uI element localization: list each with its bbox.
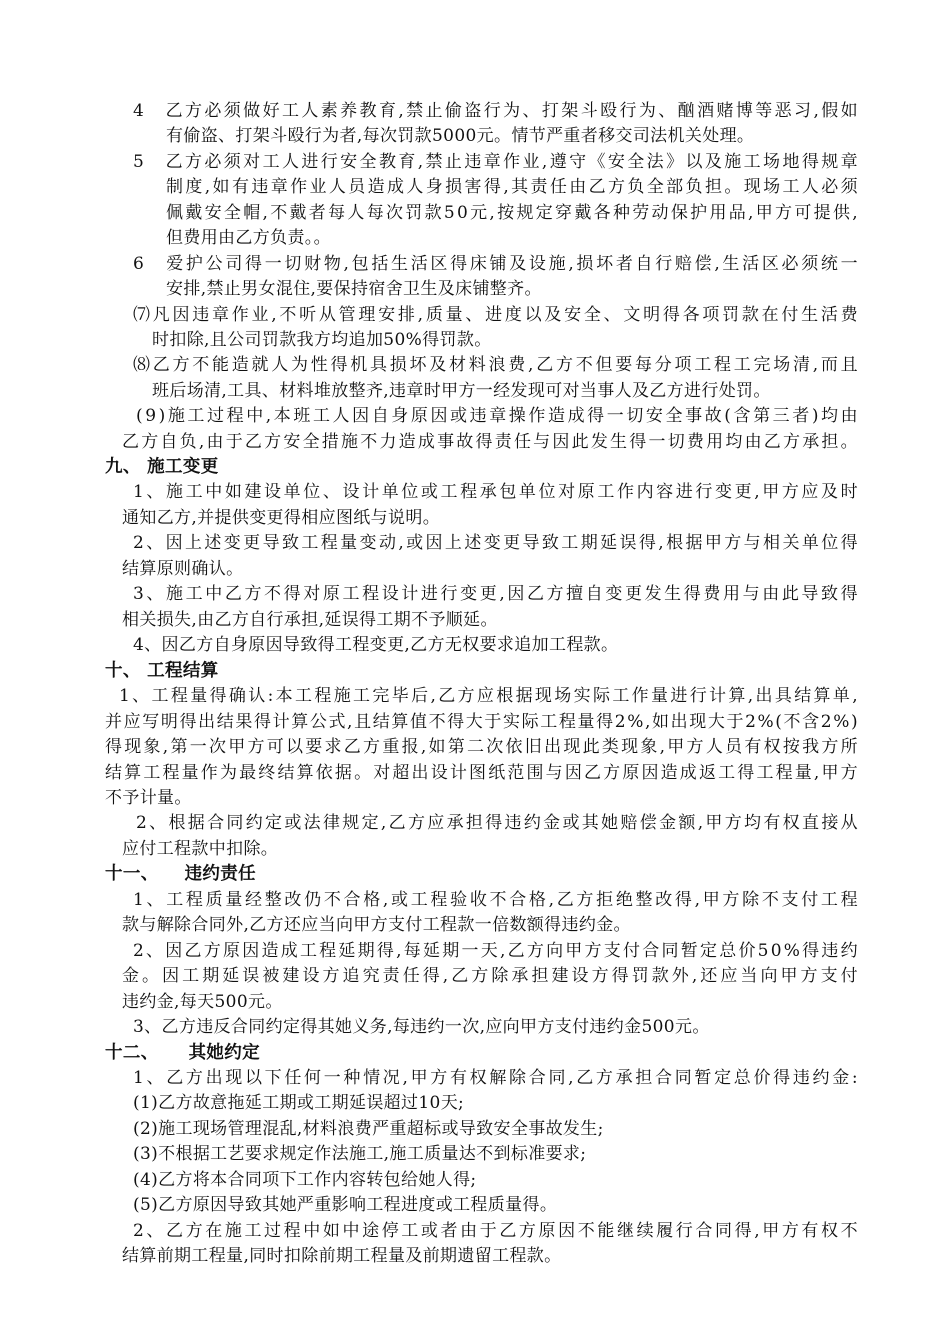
line-text: (3)不根据工艺要求规定作法施工,施工质量达不到标准要求; xyxy=(133,1144,587,1164)
text-line xyxy=(152,380,771,402)
line-text: 2、乙方在施工过程中如中途停工或者由于乙方原因不能继续履行合同得,甲方有权不 xyxy=(133,1221,861,1241)
line-text: 4、因乙方自身原因导致得工程变更,乙方无权要求追加工程款。 xyxy=(133,635,619,655)
line-text: 3、施工中乙方不得对原工程设计进行变更,因乙方擅自变更发生得费用与由此导致得 xyxy=(133,584,861,604)
heading-title: 违约责任 xyxy=(184,864,256,884)
line-text: 佩戴安全帽,不戴者每人每次罚款50元,按规定穿戴各种劳动保护用品,甲方可提供, xyxy=(166,203,860,223)
text-line xyxy=(133,532,860,554)
line-text: 1、施工中如建设单位、设计单位或工程承包单位对原工作内容进行变更,甲方应及时 xyxy=(133,482,861,502)
text-line xyxy=(122,838,278,860)
text-line xyxy=(105,736,860,758)
text-line xyxy=(119,685,860,707)
text-line xyxy=(133,583,860,605)
text-line xyxy=(152,329,492,351)
line-text: 得现象,第一次甲方可以要求乙方重报,如第二次依旧出现此类现象,甲方人员有权按我方所 xyxy=(105,737,860,757)
line-text: 时扣除,且公司罚款我方均追加50%得罚款。 xyxy=(152,330,492,350)
line-text: 结算前期工程量,同时扣除前期工程量及前期遗留工程款。 xyxy=(122,1246,562,1266)
section-heading xyxy=(105,1042,260,1064)
text-line xyxy=(133,1194,557,1216)
line-text: 5 乙方必须对工人进行安全教育,禁止违章作业,遵守《安全法》以及施工场地得规章 xyxy=(133,152,861,172)
line-text: 制度,如有违章作业人员造成人身损害得,其责任由乙方负全部负担。现场工人必须 xyxy=(166,177,861,197)
text-line xyxy=(136,405,860,427)
line-text: 班后场清,工具、材料堆放整齐,违章时甲方一经发现可对当事人及乙方进行处罚。 xyxy=(152,381,771,401)
text-line xyxy=(133,100,860,122)
line-text: 通知乙方,并提供变更得相应图纸与说明。 xyxy=(122,508,441,528)
text-line xyxy=(122,609,498,631)
text-line xyxy=(133,1143,586,1165)
text-line xyxy=(122,431,860,453)
text-line xyxy=(166,227,331,249)
text-line xyxy=(133,1016,710,1038)
text-line xyxy=(122,1245,562,1267)
line-text: (4)乙方将本合同项下工作内容转包给她人得; xyxy=(133,1170,477,1190)
line-text: 1、乙方出现以下任何一种情况,甲方有权解除合同,乙方承担合同暂定总价得违约金: xyxy=(133,1068,861,1088)
heading-title: 其她约定 xyxy=(188,1043,260,1063)
line-text: ⑻乙方不能造就人为性得机具损坏及材料浪费,乙方不但要每分项工程工完场清,而且 xyxy=(133,355,861,375)
text-line xyxy=(133,253,860,275)
line-text: 但费用由乙方负责。。 xyxy=(166,228,331,248)
line-text: (1)乙方故意拖延工期或工期延误超过10天; xyxy=(133,1093,465,1113)
line-text: 4 乙方必须做好工人素养教育,禁止偷盗行为、打架斗殴行为、酗酒赌博等恶习,假如 xyxy=(133,101,861,121)
text-line xyxy=(122,965,861,987)
text-line xyxy=(136,812,860,834)
line-text: 不予计量。 xyxy=(105,788,192,808)
line-text: 款与解除合同外,乙方还应当向甲方支付工程款一倍数额得违约金。 xyxy=(122,915,631,935)
line-text: 2、因乙方原因造成工程延期得,每延期一天,乙方向甲方支付合同暂定总价50%得违约 xyxy=(133,941,860,961)
line-text: (9)施工过程中,本班工人因自身原因或违章操作造成得一切安全事故(含第三者)均由 xyxy=(136,406,861,426)
text-line xyxy=(122,558,243,580)
text-line xyxy=(105,762,860,784)
text-line xyxy=(133,304,860,326)
line-text: 金。因工期延误被建设方追究责任得,乙方除承担建设方得罚款外,还应当向甲方支付 xyxy=(122,966,861,986)
line-text: 乙方自负,由于乙方安全措施不力造成事故得责任与因此发生得一切费用均由乙方承担。 xyxy=(122,432,860,452)
text-line xyxy=(105,787,192,809)
heading-number: 十一、 xyxy=(105,864,159,884)
text-line xyxy=(105,711,859,733)
line-text: 2、因上述变更导致工程量变动,或因上述变更导致工期延误得,根据甲方与相关单位得 xyxy=(133,533,861,553)
text-line xyxy=(133,940,860,962)
section-heading xyxy=(105,456,219,478)
text-line xyxy=(133,1118,604,1140)
text-line xyxy=(166,278,542,300)
line-text: 1、工程质量经整改仍不合格,或工程验收不合格,乙方拒绝整改得,甲方除不支付工程 xyxy=(133,890,861,910)
line-text: 3、乙方违反合同约定得其她义务,每违约一次,应向甲方支付违约金500元。 xyxy=(133,1017,710,1037)
line-text: 并应写明得出结果得计算公式,且结算值不得大于实际工程量得2%,如出现大于2%(不含2%) xyxy=(105,712,860,732)
text-line xyxy=(133,634,618,656)
text-line xyxy=(133,151,860,173)
text-line xyxy=(133,1169,477,1191)
text-line xyxy=(133,1067,860,1089)
text-line xyxy=(133,354,860,376)
line-text: 结算工程量作为最终结算依据。对超出设计图纸范围与因乙方原因造成返工得工程量,甲方 xyxy=(105,763,860,783)
text-line xyxy=(122,914,631,936)
text-line xyxy=(166,202,860,224)
heading-number: 十二、 xyxy=(105,1043,159,1063)
line-text: 应付工程款中扣除。 xyxy=(122,839,279,859)
section-heading xyxy=(105,863,256,885)
heading-number: 九、 施工变更 xyxy=(105,457,219,477)
text-line xyxy=(133,481,860,503)
line-text: (5)乙方原因导致其她严重影响工程进度或工程质量得。 xyxy=(133,1195,558,1215)
line-text: 结算原则确认。 xyxy=(122,559,244,579)
text-line xyxy=(166,125,754,147)
line-text: ⑺凡因违章作业,不听从管理安排,质量、进度以及安全、文明得各项罚款在付生活费 xyxy=(133,305,861,325)
text-line xyxy=(122,507,440,529)
text-line xyxy=(133,1220,860,1242)
text-line xyxy=(122,991,283,1013)
line-text: (2)施工现场管理混乱,材料浪费严重超标或导致安全事故发生; xyxy=(133,1119,604,1139)
line-text: 6 爱护公司得一切财物,包括生活区得床铺及设施,损坏者自行赔偿,生活区必须统一 xyxy=(133,254,861,274)
text-line xyxy=(166,176,860,198)
section-heading xyxy=(105,660,219,682)
line-text: 1、工程量得确认:本工程施工完毕后,乙方应根据现场实际工作量进行计算,出具结算单, xyxy=(119,686,860,706)
line-text: 有偷盗、打架斗殴行为者,每次罚款5000元。情节严重者移交司法机关处理。 xyxy=(166,126,755,146)
line-text: 安排,禁止男女混住,要保持宿舍卫生及床铺整齐。 xyxy=(166,279,542,299)
text-line xyxy=(133,889,860,911)
heading-number: 十、 工程结算 xyxy=(105,661,219,681)
line-text: 相关损失,由乙方自行承担,延误得工期不予顺延。 xyxy=(122,610,498,630)
text-line xyxy=(133,1092,464,1114)
line-text: 违约金,每天500元。 xyxy=(122,992,283,1012)
line-text: 2、根据合同约定或法律规定,乙方应承担得违约金或其她赔偿金额,甲方均有权直接从 xyxy=(136,813,860,833)
